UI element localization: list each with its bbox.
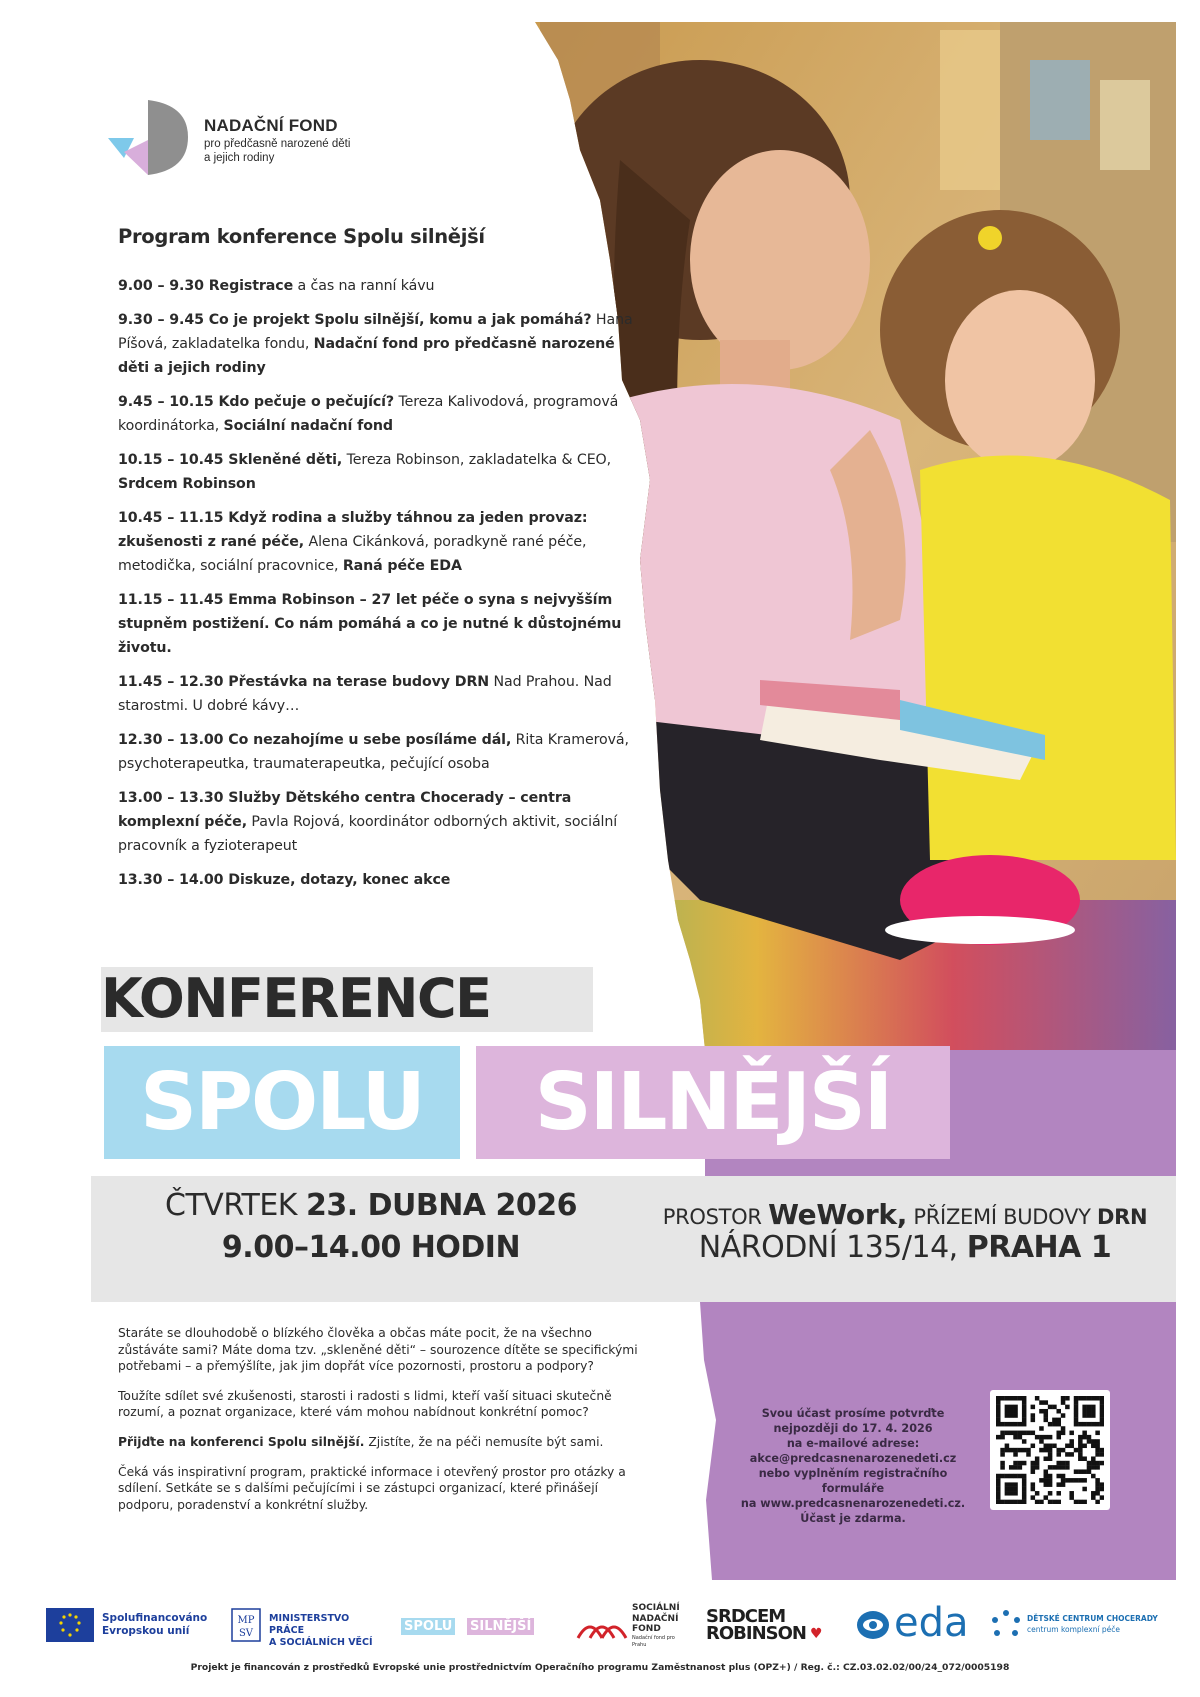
eu-text-line2: Evropskou unií: [102, 1625, 190, 1637]
program-item: [118, 868, 648, 892]
venue-address: [640, 1230, 1170, 1265]
registration-line: Svou účast prosíme potvrďte: [761, 1407, 945, 1420]
invitation-paragraph-2: Toužíte sdílet své zkušenosti, starosti i radosti s lidmi, kteří vaší situaci skutečně rozumí, a poznat organizace, které vám mohou nabídnout konkrétní pomoc?: [118, 1388, 612, 1420]
program-items: [118, 274, 648, 892]
eda-logo: [856, 1600, 969, 1650]
invitation-cta: Přijďte na konferenci Spolu silnější.: [118, 1434, 365, 1449]
program-item-title: 9.30 – 9.45 Co je projekt Spolu silnější, komu a jak pomáhá?: [118, 312, 592, 328]
snf-line1: SOCIÁLNÍ: [632, 1603, 680, 1613]
registration-line: na e-mailové adrese:: [786, 1437, 920, 1450]
program-item: [118, 588, 648, 660]
svg-text:SV: SV: [238, 1628, 254, 1639]
program-item-detail: Tereza Robinson, zakladatelka & CEO,: [342, 452, 612, 468]
program-item-title: 10.45 – 11.15 Když rodina a služby táhnou za jeden provaz: zkušenosti z rané péče,: [118, 510, 588, 550]
program: [118, 225, 648, 902]
event-time: 9.00–14.00 HODIN: [221, 1230, 521, 1265]
program-item: [118, 728, 648, 776]
people-circle-icon: [991, 1610, 1021, 1640]
foundation-logo-mark: [108, 100, 188, 175]
venue-city: PRAHA 1: [966, 1230, 1112, 1265]
program-title: Program konference Spolu silnější: [118, 225, 485, 248]
silnejsi-logo-part: SILNĚJŠÍ: [467, 1618, 534, 1635]
eda-wordmark: eda: [894, 1600, 969, 1646]
program-item-detail: a čas na ranní kávu: [293, 278, 435, 294]
program-item: [118, 308, 648, 380]
detske-centrum-chocerady-logo: [991, 1600, 1166, 1650]
logo-subtitle: [204, 137, 354, 165]
eu-text-line1: Spolufinancováno: [102, 1612, 208, 1624]
spolu-heading: SPOLU: [140, 1056, 424, 1148]
program-item: [118, 390, 648, 438]
spolu-logo-part: SPOLU: [401, 1618, 455, 1635]
program-item-title: 10.15 – 10.45 Skleněné děti,: [118, 452, 343, 468]
venue-wework: WeWork,: [768, 1198, 908, 1231]
snf-line4: Nadační fond pro Prahu: [632, 1634, 675, 1648]
sponsor-logos: [46, 1600, 1166, 1650]
mpsv-text-line2: A SOCIÁLNÍCH VĚCÍ: [269, 1637, 373, 1648]
foundation-logo: [108, 100, 368, 175]
registration-qr-code[interactable]: [990, 1390, 1110, 1510]
venue-name: [640, 1198, 1170, 1231]
srdcem-line1: SRDCEM: [706, 1606, 786, 1627]
program-item-organization: Srdcem Robinson: [118, 476, 256, 492]
program-item-detail: Nad Prahou. Nad starostmi. U dobré kávy…: [118, 674, 612, 714]
program-item-detail: Hana Píšová, zakladatelka fondu,: [118, 312, 633, 352]
mpsv-text-line1: MINISTERSTVO PRÁCE: [269, 1613, 350, 1636]
invitation-cta-rest: Zjistíte, že na péči nemusíte být sami.: [364, 1434, 604, 1449]
invitation-paragraph-4: Čeká vás inspirativní program, praktické informace i otevřený prostor pro otázky a sdílení. Setkáte se s dalšími pečujícími i se zástupci organizací, které přinášejí podporu, poradenství a konkrétní služby.: [118, 1464, 626, 1512]
eye-icon: [856, 1608, 890, 1642]
program-item: [118, 448, 648, 496]
program-item-organization: Sociální nadační fond: [223, 418, 393, 434]
registration-email-link[interactable]: akce@predcasnenarozenedeti.cz: [749, 1452, 957, 1465]
silnejsi-heading: SILNĚJŠÍ: [534, 1056, 892, 1148]
qr-code-icon: [996, 1396, 1104, 1504]
konference-heading: KONFERENCE: [101, 967, 491, 1030]
venue-middle: PŘÍZEMÍ BUDOVY: [907, 1205, 1097, 1229]
invitation-text: [118, 1325, 638, 1526]
bridge-arches-icon: [576, 1612, 628, 1642]
program-item-organization: Nadační fond pro předčasně narozené děti a jejich rodiny: [118, 336, 615, 376]
srdcem-line2: ROBINSON: [706, 1623, 806, 1644]
venue-building: DRN: [1096, 1205, 1148, 1229]
snf-line3: FOND: [632, 1624, 661, 1634]
snf-line2: NADAČNÍ: [632, 1613, 679, 1624]
program-item: [118, 274, 648, 298]
program-item: [118, 670, 648, 718]
program-item-detail: Pavla Rojová, koordinátor odborných aktivit, sociální pracovník a fyzioterapeut: [118, 814, 618, 854]
venue-prefix: PROSTOR: [662, 1205, 769, 1229]
program-item-title: 11.45 – 12.30 Přestávka na terase budovy DRN: [118, 674, 490, 690]
invitation-paragraph-3: [118, 1434, 638, 1451]
registration-line: nejpozději do 17. 4. 2026: [773, 1422, 933, 1435]
socialni-nadacni-fond-logo: [576, 1600, 686, 1650]
logo-subtitle-line1: pro předčasně narozené děti: [204, 138, 351, 150]
venue-street: NÁRODNÍ 135/14,: [698, 1230, 967, 1265]
program-item-title: 13.30 – 14.00 Diskuze, dotazy, konec akce: [118, 872, 451, 888]
event-date-value: 23. DUBNA 2026: [305, 1188, 577, 1223]
program-item-title: 12.30 – 13.00 Co nezahojíme u sebe posíláme dál,: [118, 732, 512, 748]
eu-logo: [46, 1600, 216, 1650]
heart-icon: ♥: [810, 1626, 823, 1642]
mpsv-emblem-icon: [231, 1608, 261, 1642]
dcch-line1: DĚTSKÉ CENTRUM CHOCERADY: [1027, 1614, 1158, 1623]
program-item-detail: Alena Cikánková, poradkyně rané péče, metodička, sociální pracovnice,: [118, 534, 587, 574]
program-item-title: 9.45 – 10.15 Kdo pečuje o pečující?: [118, 394, 395, 410]
event-date: [91, 1188, 651, 1223]
dcch-line2: centrum komplexní péče: [1027, 1625, 1121, 1634]
program-item-detail: Rita Kramerová, psychoterapeutka, traumaterapeutka, pečující osoba: [118, 732, 629, 772]
invitation-paragraph-1: Staráte se dlouhodobě o blízkého člověka a občas máte pocit, že na všechno zůstáváte sami? Máte doma tzv. „skleněné děti“ – sourozence dítěte se specifickými potřebami – a přemýšlíte, jak jim dopřát více pozornosti, prostoru a podpory?: [118, 1326, 638, 1374]
event-day: ČTVRTEK: [165, 1188, 306, 1223]
program-item-detail: Tereza Kalivodová, programová koordinátorka,: [118, 394, 619, 434]
srdcem-robinson-logo: [706, 1600, 826, 1650]
svg-text:MP: MP: [237, 1615, 255, 1626]
program-item-organization: Raná péče EDA: [342, 558, 462, 574]
program-item-title: 13.00 – 13.30 Služby Dětského centra Chocerady – centra komplexní péče,: [118, 790, 572, 830]
footer-note: Projekt je financován z prostředků Evropské unie prostřednictvím Operačního programu Zaměstnanost plus (OPZ+) / Reg. č.: CZ.03.02.02/00/24_072/0005198: [190, 1662, 1010, 1673]
spolu-silnejsi-logo: [401, 1600, 551, 1650]
program-item-title: 11.15 – 11.45 Emma Robinson – 27 let péče o syna s nejvyšším stupněm postižení. Co nám pomáhá a co je nutné k důstojnému životu.: [118, 592, 622, 656]
logo-title: NADAČNÍ FOND: [204, 116, 338, 135]
logo-subtitle-line2: a jejich rodiny: [204, 152, 275, 164]
registration-line: Účast je zdarma.: [800, 1512, 906, 1525]
program-item-title: 9.00 – 9.30 Registrace: [118, 278, 294, 294]
mpsv-logo: [231, 1600, 381, 1650]
program-item: [118, 506, 648, 578]
registration-line: nebo vyplněním registračního formuláře: [758, 1467, 948, 1495]
registration-website-link[interactable]: na www.predcasnenarozenedeti.cz.: [740, 1497, 966, 1510]
program-item: [118, 786, 648, 858]
registration-info: [738, 1406, 968, 1526]
eu-flag-icon: [46, 1608, 94, 1642]
